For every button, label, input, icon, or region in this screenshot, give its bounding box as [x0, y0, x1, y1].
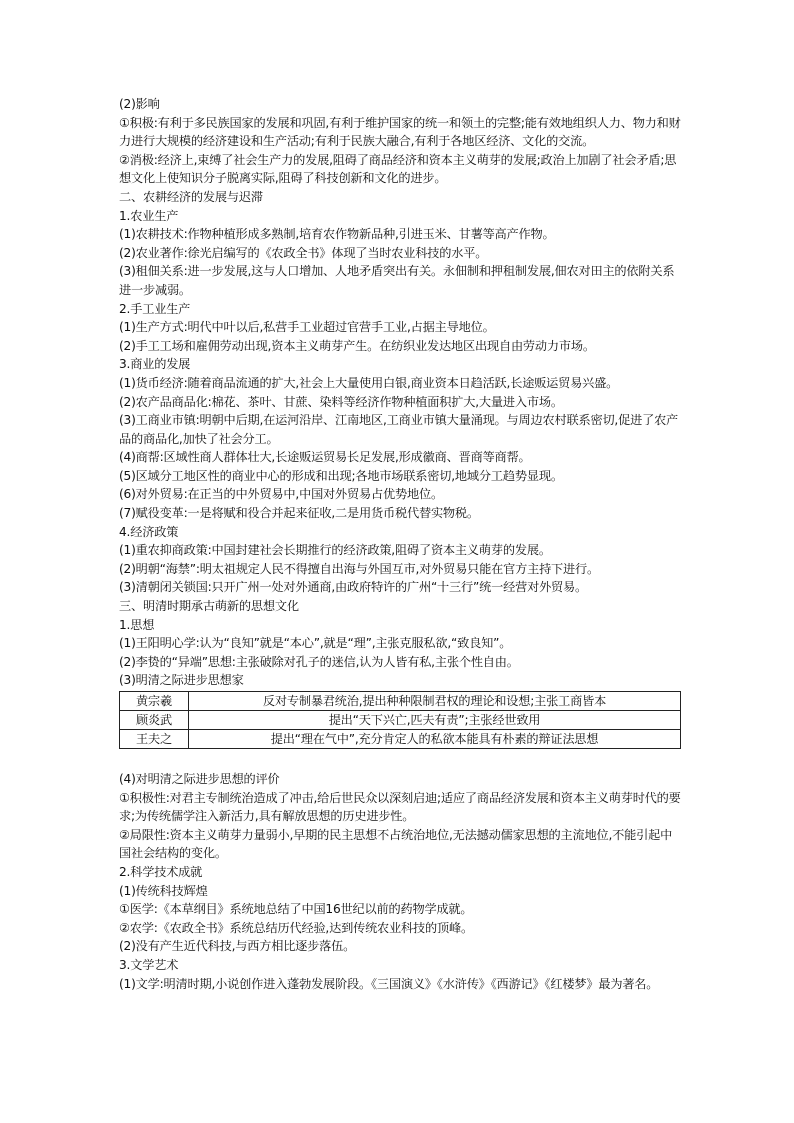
subheading-handicraft: 2.手工业生产 — [119, 301, 191, 316]
list-item: ②农学:《农政全书》系统总结历代经验,达到传统农业科技的顶峰。 — [119, 920, 473, 935]
list-item: (2)农业著作:徐光启编写的《农政全书》体现了当时农业科技的水平。 — [119, 245, 488, 260]
list-item: (3)清朝闭关锁国:只开广州一处对外通商,由政府特许的广州“十三行”统一经营对外贸易。 — [119, 580, 588, 595]
section-heading-2: 二、农耕经济的发展与迟滞 — [119, 189, 263, 204]
list-item: ①医学:《本草纲目》系统地总结了中国16世纪以前的药物学成就。 — [119, 902, 473, 917]
paragraph-negative: ②消极:经济上,束缚了社会生产力的发展,阻碍了商品经济和资本主义萌芽的发展;政治上加剧了社会矛盾;思想文化上使知识分子脱离实际,阻碍了科技创新和文化的进步。 — [119, 152, 677, 186]
list-item: (5)区域分工地区性的商业中心的形成和出现;各地市场联系密切,地域分工趋势显现。 — [119, 468, 563, 483]
thinkers-table — [119, 691, 681, 749]
document-page — [119, 95, 681, 993]
table-row — [120, 730, 681, 749]
paragraph-positive: ①积极性:对君主专制统治造成了冲击,给后世民众以深刻启迪;适应了商品经济发展和资本主义萌芽时代的要求;为传统儒学注入新活力,具有解放思想的历史进步性。 — [119, 790, 681, 824]
list-item: (1)王阳明心学:认为“良知”就是“本心”,就是“理”,主张克服私欲,“致良知”。 — [119, 636, 512, 651]
subheading-commerce: 3.商业的发展 — [119, 357, 191, 372]
subheading-evaluation: (4)对明清之际进步思想的评价 — [119, 772, 280, 786]
heading-influence: (2)影响 — [119, 97, 160, 111]
subheading-literature: 3.文学艺术 — [119, 957, 179, 972]
thinker-description: 提出“天下兴亡,匹夫有责”;主张经世致用 — [189, 711, 681, 730]
table-row — [120, 692, 681, 711]
list-item: (2)农产品商品化:棉花、茶叶、甘蔗、染料等经济作物种植面积扩大,大量进入市场。 — [119, 394, 563, 409]
list-item: (1)农耕技术:作物种植形成多熟制,培育农作物新品种,引进玉米、甘薯等高产作物。 — [119, 227, 555, 242]
list-item: (1)重农抑商政策:中国封建社会长期推行的经济政策,阻碍了资本主义萌芽的发展。 — [119, 543, 551, 558]
list-item: (3)租佃关系:进一步发展,这与人口增加、人地矛盾突出有关。永佃制和押租制发展,佃农对田主的依附关系进一步减弱。 — [119, 264, 675, 297]
list-item: (3)工商业市镇:明朝中后期,在运河沿岸、江南地区,工商业市镇大量涌现。与周边农村联系密切,促进了农产品的商品化,加快了社会分工。 — [119, 413, 679, 446]
thinker-description: 反对专制暴君统治,提出种种限制君权的理论和设想;主张工商皆本 — [189, 692, 681, 711]
list-item: (1)传统科技辉煌 — [119, 883, 208, 898]
list-item: (1)货币经济:随着商品流通的扩大,社会上大量使用白银,商业资本日趋活跃,长途贩运贸易兴盛。 — [119, 375, 619, 390]
paragraph-limitation: ②局限性:资本主义萌芽力量弱小,早期的民主思想不占统治地位,无法撼动儒家思想的主流地位,不能引起中国社会结构的变化。 — [119, 827, 673, 861]
list-item: (4)商帮:区域性商人群体壮大,长途贩运贸易长足发展,形成徽商、晋商等商帮。 — [119, 450, 531, 465]
spacer — [119, 751, 681, 770]
subheading-thought: 1.思想 — [119, 617, 155, 632]
thinker-name: 顾炎武 — [120, 711, 189, 730]
subheading-agriculture: 1.农业生产 — [119, 208, 179, 223]
list-item: (2)李贽的“异端”思想:主张破除对孔子的迷信,认为人皆有私,主张个性自由。 — [119, 654, 519, 669]
list-item: (2)明朝“海禁”:明太祖规定人民不得擅自出海与外国互市,对外贸易只能在官方主持下进行。 — [119, 561, 600, 576]
subheading-economic-policy: 4.经济政策 — [119, 524, 179, 539]
section-heading-3: 三、明清时期承古萌新的思想文化 — [119, 599, 299, 614]
thinker-description: 提出“理在气中”,充分肯定人的私欲本能具有朴素的辩证法思想 — [189, 730, 681, 749]
thinker-name: 黄宗羲 — [120, 692, 189, 711]
list-item: (6)对外贸易:在正当的中外贸易中,中国对外贸易占优势地位。 — [119, 487, 443, 502]
paragraph-positive: ①积极:有利于多民族国家的发展和巩固,有利于维护国家的统一和领土的完整;能有效地组织人力、物力和财力进行大规模的经济建设和生产活动;有利于民族大融合,有利于各地区经济、文化的交流。 — [119, 115, 681, 149]
list-item: (1)文学:明清时期,小说创作进入蓬勃发展阶段。《三国演义》《水浒传》《西游记》《红楼梦》最为著名。 — [119, 976, 659, 991]
subheading-science: 2.科学技术成就 — [119, 864, 203, 879]
list-item: (2)没有产生近代科技,与西方相比逐步落伍。 — [119, 939, 356, 954]
table-row — [120, 711, 681, 730]
thinker-name: 王夫之 — [120, 730, 189, 749]
list-item: (2)手工工场和雇佣劳动出现,资本主义萌芽产生。在纺织业发达地区出现自由劳动力市场。 — [119, 338, 595, 353]
list-item: (3)明清之际进步思想家 — [119, 673, 244, 688]
list-item: (1)生产方式:明代中叶以后,私营手工业超过官营手工业,占据主导地位。 — [119, 320, 495, 335]
list-item: (7)赋役变革:一是将赋和役合并起来征收,二是用货币税代替实物税。 — [119, 506, 479, 521]
